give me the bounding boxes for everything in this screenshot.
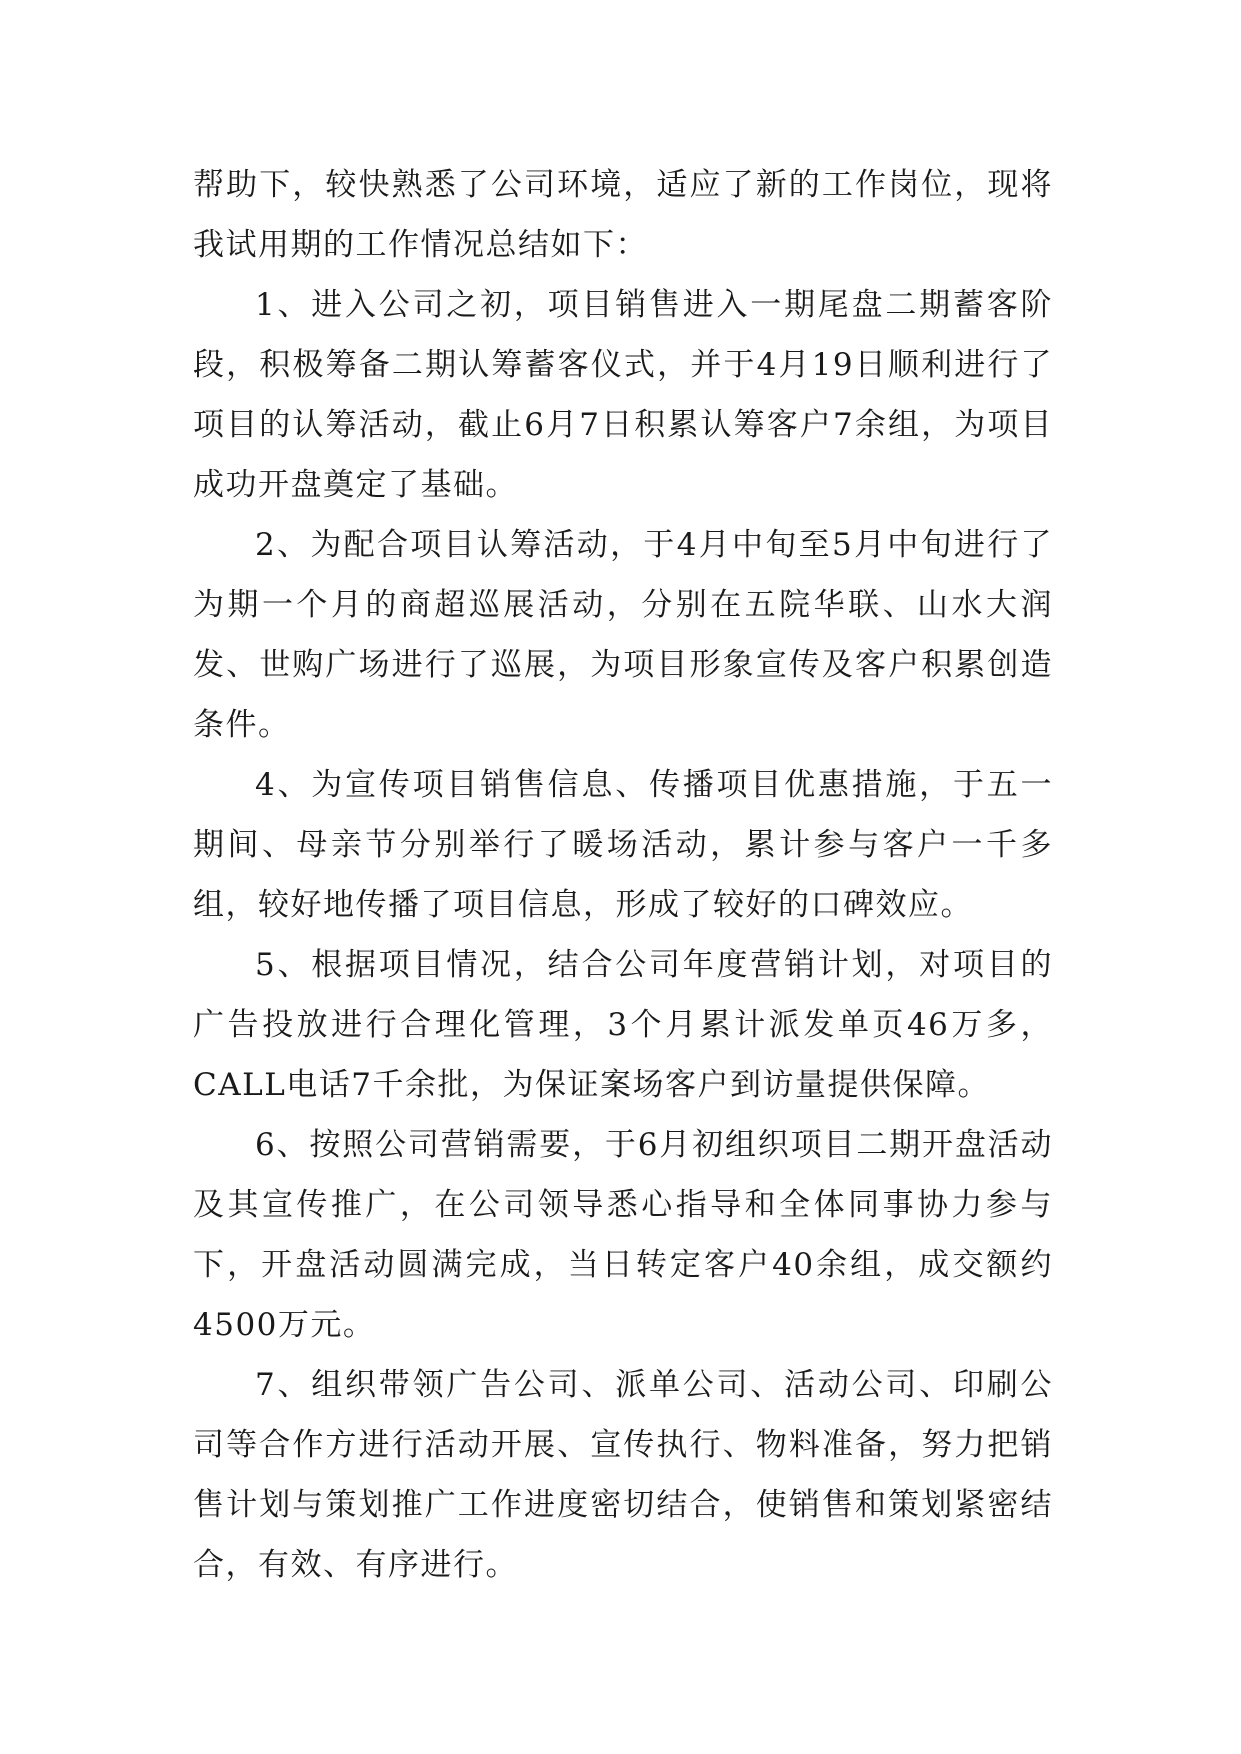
- paragraph-item-4: 4、为宣传项目销售信息、传播项目优惠措施，于五一期间、母亲节分别举行了暖场活动，累计参与客户一千多组，较好地传播了项目信息，形成了较好的口碑效应。: [193, 767, 1053, 923]
- document-body: [193, 155, 1053, 1595]
- paragraph-item-7: 7、组织带领广告公司、派单公司、活动公司、印刷公司等合作方进行活动开展、宣传执行、物料准备，努力把销售计划与策划推广工作进度密切结合，使销售和策划紧密结合，有效、有序进行。: [193, 1367, 1053, 1583]
- paragraph-item-2: 2、为配合项目认筹活动，于4月中旬至5月中旬进行了为期一个月的商超巡展活动，分别在五院华联、山水大润发、世购广场进行了巡展，为项目形象宣传及客户积累创造条件。: [193, 527, 1053, 743]
- paragraph-item-6: 6、按照公司营销需要，于6月初组织项目二期开盘活动及其宣传推广，在公司领导悉心指导和全体同事协力参与下，开盘活动圆满完成，当日转定客户40余组，成交额约4500万元。: [193, 1127, 1053, 1343]
- paragraph-item-1: 1、进入公司之初，项目销售进入一期尾盘二期蓄客阶段，积极筹备二期认筹蓄客仪式，并于4月19日顺利进行了项目的认筹活动，截止6月7日积累认筹客户7余组，为项目成功开盘奠定了基础。: [193, 287, 1053, 503]
- paragraph-item-5: 5、根据项目情况，结合公司年度营销计划，对项目的广告投放进行合理化管理，3个月累计派发单页46万多，CALL电话7千余批，为保证案场客户到访量提供保障。: [193, 947, 1053, 1103]
- paragraph-intro-continued: 帮助下，较快熟悉了公司环境，适应了新的工作岗位，现将我试用期的工作情况总结如下：: [193, 167, 1053, 263]
